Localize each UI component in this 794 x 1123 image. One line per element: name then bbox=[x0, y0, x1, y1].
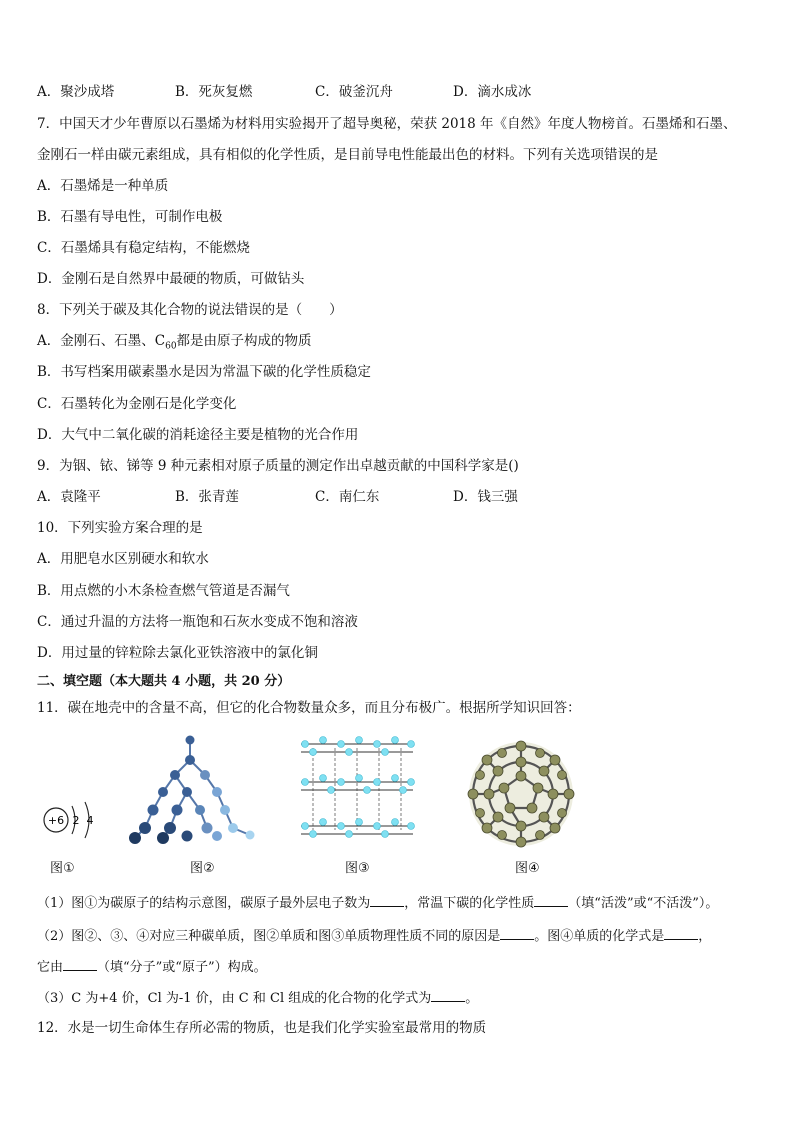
q10-option-c: C．通过升温的方法将一瓶饱和石灰水变成不饱和溶液 bbox=[37, 614, 358, 630]
q8-option-a bbox=[37, 332, 312, 356]
q11-part1 bbox=[37, 894, 718, 913]
q6-option-a: A．聚沙成塔 bbox=[37, 84, 115, 100]
q12-stem: 12．水是一切生命体生存所必需的物质，也是我们化学实验室最常用的物质 bbox=[37, 1020, 487, 1036]
q9-stem: 9．为铟、铱、锑等 9 种元素相对原子质量的测定作出卓越贡献的中国科学家是() bbox=[37, 458, 519, 474]
q11-part2-b: 。图④单质的化学式是 bbox=[534, 929, 665, 944]
q11-blank-formula[interactable] bbox=[664, 927, 698, 940]
section-heading: 二、填空题（本大题共 4 小题，共 20 分） bbox=[37, 674, 291, 689]
q8-stem: 8．下列关于碳及其化合物的说法错误的是（ ） bbox=[37, 302, 343, 318]
q8-option-d: D．大气中二氧化碳的消耗途径主要是植物的光合作用 bbox=[37, 427, 359, 443]
q11-blank-reactivity[interactable] bbox=[534, 894, 568, 907]
q10-option-a: A．用肥皂水区别硬水和软水 bbox=[37, 551, 209, 567]
q7-option-c: C．石墨烯具有稳定结构，不能燃烧 bbox=[37, 240, 250, 256]
q11-part2-a: （2）图②、③、④对应三种碳单质，图②单质和图③单质物理性质不同的原因是 bbox=[37, 929, 501, 944]
q11-part1-a: （1）图①为碳原子的结构示意图，碳原子最外层电子数为 bbox=[37, 896, 371, 911]
q11-part3-b: 。 bbox=[465, 991, 479, 1006]
q7-stem-line1: 7．中国天才少年曹原以石墨烯为材料用实验揭开了超导奥秘，荣获 2018 年《自然》年度人物榜首。石墨烯和石墨、 bbox=[37, 116, 737, 132]
q11-part2-cont bbox=[37, 958, 267, 977]
q9-option-d: D．钱三强 bbox=[453, 489, 518, 505]
q6-option-c: C．破釜沉舟 bbox=[315, 84, 393, 100]
graphite-structure-image bbox=[293, 730, 423, 848]
atom-shell1-label: 2 bbox=[72, 814, 80, 827]
q11-part3 bbox=[37, 989, 478, 1008]
caption-fig4: 图④ bbox=[515, 861, 540, 876]
q9-option-b: B．张青莲 bbox=[175, 489, 239, 505]
q10-option-b: B．用点燃的小木条检查燃气管道是否漏气 bbox=[37, 583, 290, 599]
q11-blank-particle[interactable] bbox=[63, 958, 97, 971]
q6-option-d: D．滴水成冰 bbox=[453, 84, 532, 100]
fullerene-structure-image bbox=[462, 735, 580, 853]
q7-option-a: A．石墨烯是一种单质 bbox=[37, 178, 169, 194]
carbon-atom-diagram bbox=[38, 790, 108, 850]
caption-fig1: 图① bbox=[50, 861, 75, 876]
q10-option-d: D．用过量的锌粒除去氯化亚铁溶液中的氯化铜 bbox=[37, 645, 318, 661]
q6-option-b: B．死灰复燃 bbox=[175, 84, 253, 100]
q10-stem: 10．下列实验方案合理的是 bbox=[37, 520, 203, 536]
caption-fig3: 图③ bbox=[345, 861, 370, 876]
caption-fig2: 图② bbox=[190, 861, 215, 876]
q8-option-b: B．书写档案用碳素墨水是因为常温下碳的化学性质稳定 bbox=[37, 364, 371, 380]
q11-part1-b: ，常温下碳的化学性质 bbox=[404, 896, 535, 911]
q8-option-a-sub: 60 bbox=[165, 341, 177, 352]
q11-blank-reason[interactable] bbox=[500, 927, 534, 940]
q11-blank-compound[interactable] bbox=[431, 989, 465, 1002]
q11-part2 bbox=[37, 927, 711, 946]
q11-part2-d: 它由 bbox=[37, 960, 64, 975]
q7-stem-line2: 金刚石一样由碳元素组成，具有相似的化学性质，是目前导电性能最出色的材料。下列有关选项错误的是 bbox=[37, 147, 658, 163]
q11-blank-outer-electrons[interactable] bbox=[370, 894, 404, 907]
q11-part3-a: （3）C 为+4 价，Cl 为-1 价，由 C 和 Cl 组成的化合物的化学式为 bbox=[37, 991, 432, 1006]
diamond-structure-image bbox=[125, 730, 265, 850]
q11-part1-c: （填“活泼”或“不活泼”）。 bbox=[568, 896, 719, 911]
q7-option-d: D．金刚石是自然界中最硬的物质，可做钻头 bbox=[37, 271, 305, 287]
q11-part2-c: ， bbox=[698, 929, 712, 944]
q11-stem: 11．碳在地壳中的含量不高，但它的化合物数量众多，而且分布极广。根据所学知识回答： bbox=[37, 700, 581, 716]
q8-option-a-post: 都是由原子构成的物质 bbox=[176, 333, 312, 349]
atom-shell2-label: 4 bbox=[86, 814, 94, 827]
atom-nucleus-label: +6 bbox=[47, 814, 65, 827]
q9-option-a: A．袁隆平 bbox=[37, 489, 101, 505]
q9-option-c: C．南仁东 bbox=[315, 489, 380, 505]
q11-part2-e: （填“分子”或“原子”）构成。 bbox=[97, 960, 267, 975]
q8-option-c: C．石墨转化为金刚石是化学变化 bbox=[37, 396, 237, 412]
q8-option-a-pre: A．金刚石、石墨、C bbox=[37, 333, 166, 349]
q7-option-b: B．石墨有导电性，可制作电极 bbox=[37, 209, 223, 225]
